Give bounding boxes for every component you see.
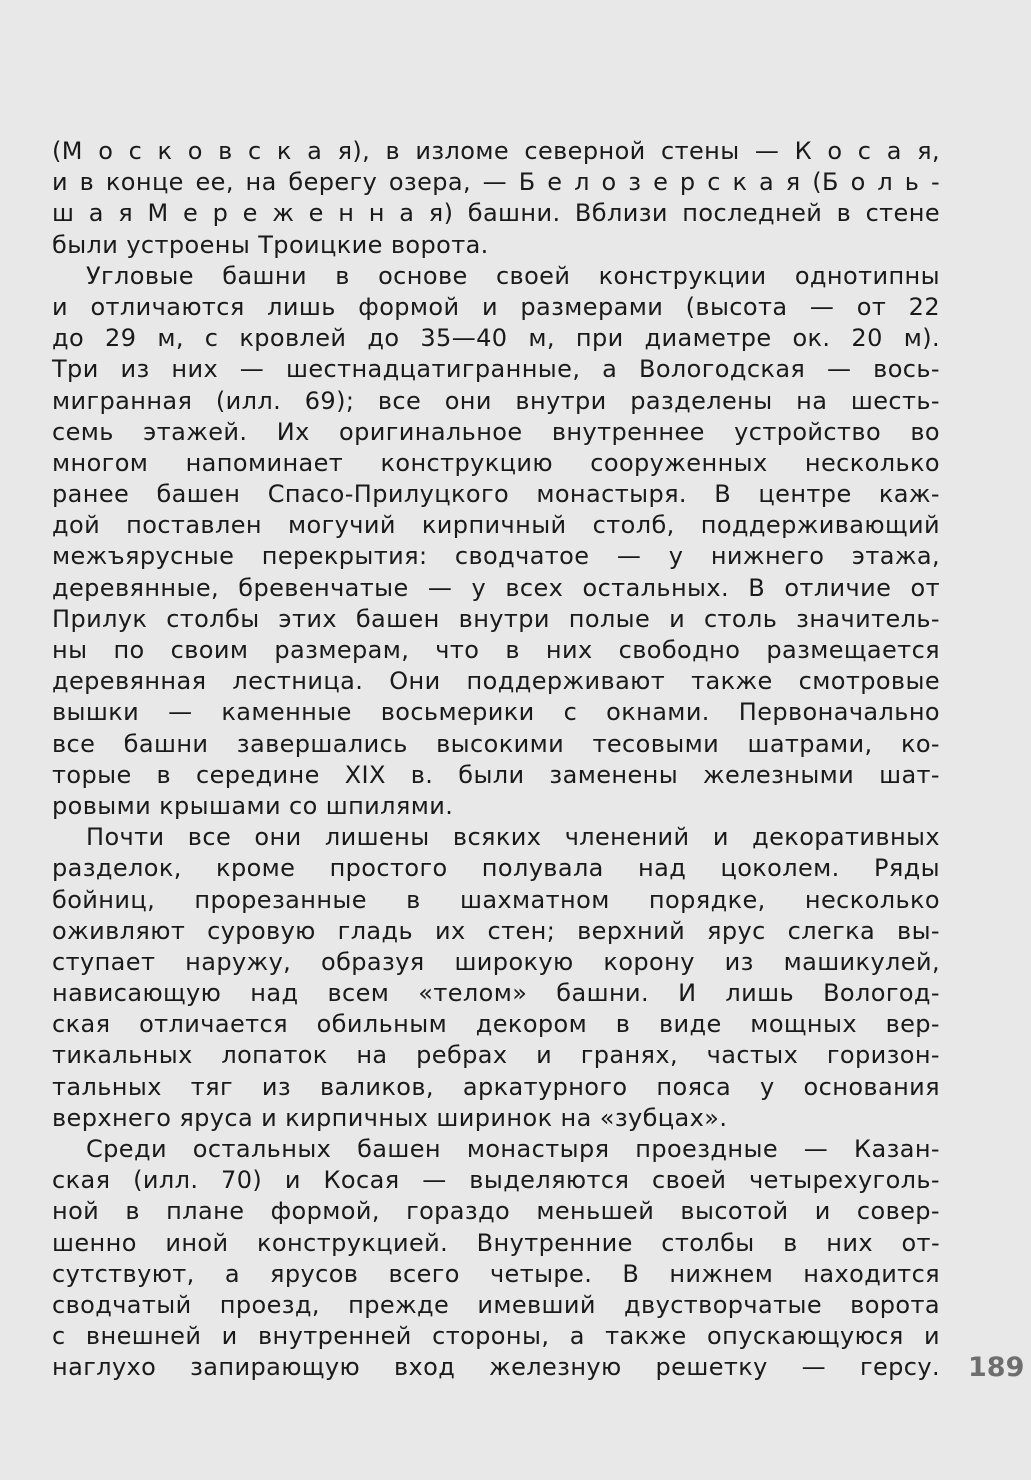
text-line: деревянная лестница. Они поддерживают также смотровые: [52, 667, 940, 696]
body-text: [52, 136, 940, 1384]
text-line: ская отличается обильным декором в виде мощных вер-: [52, 1010, 940, 1039]
text-line: нависающую над всем «телом» башни. И лишь Вологод-: [52, 979, 940, 1008]
text-line: мигранная (илл. 69); все они внутри разделены на шесть-: [52, 386, 940, 415]
text-line: торые в середине XIX в. были заменены железными шат-: [52, 760, 940, 789]
text-line: дой поставлен могучий кирпичный столб, поддерживающий: [52, 511, 940, 540]
text-line: были устроены Троицкие ворота.: [52, 230, 489, 259]
text-line: ровыми крышами со шпилями.: [52, 791, 454, 820]
text-line: ной в плане формой, гораздо меньшей высотой и совер-: [52, 1197, 940, 1226]
text-line: бойниц, прорезанные в шахматном порядке, несколько: [52, 885, 940, 914]
text-line: с внешней и внутренней стороны, а также опускающуюся и: [52, 1322, 940, 1351]
text-line: Прилук столбы этих башен внутри полые и столь значитель-: [52, 604, 940, 633]
text-line: семь этажей. Их оригинальное внутреннее устройство во: [52, 417, 940, 446]
text-line: межъярусные перекрытия: сводчатое — у нижнего этажа,: [52, 542, 940, 571]
text-line: (М о с к о в с к а я), в изломе северной стены — К о с а я,: [52, 137, 940, 165]
text-line: сутствуют, а ярусов всего четыре. В нижнем находится: [52, 1259, 940, 1288]
text-line: ская (илл. 70) и Косая — выделяются своей четырехуголь-: [52, 1166, 940, 1195]
paragraph-first-line: Угловые башни в основе своей конструкции однотипны: [86, 261, 940, 290]
text-line: разделок, кроме простого полувала над цоколем. Ряды: [52, 854, 940, 883]
text-line: ступает наружу, образуя широкую корону из машикулей,: [52, 947, 940, 976]
text-line: и в конце ее, на берегу озера, — Б е л о з е р с к а я (Б о л ь -: [52, 168, 940, 197]
text-line: многом напоминает конструкцию сооруженных несколько: [52, 448, 940, 477]
text-line: верхнего яруса и кирпичных ширинок на «зубцах».: [52, 1103, 728, 1132]
text-line: до 29 м, с кровлей до 35—40 м, при диаметре ок. 20 м).: [52, 324, 940, 353]
text-line: все башни завершались высокими тесовыми шатрами, ко-: [52, 729, 940, 758]
text-line: ны по своим размерам, что в них свободно размещается: [52, 636, 940, 664]
text-line: оживляют суровую гладь их стен; верхний ярус слегка вы-: [52, 916, 940, 945]
text-line: Три из них — шестнадцатигранные, а Вологодская — вось-: [52, 355, 940, 384]
text-line: ш а я М е р е ж е н н а я) башни. Вблизи последней в стене: [52, 199, 940, 228]
text-line: тальных тяг из валиков, аркатурного пояса у основания: [52, 1072, 940, 1101]
text-line: деревянные, бревенчатые — у всех остальных. В отличие от: [52, 573, 940, 602]
text-line: шенно иной конструкцией. Внутренние столбы в них от-: [52, 1228, 940, 1257]
text-line: и отличаются лишь формой и размерами (высота — от 22: [52, 292, 940, 321]
text-line: наглухо запирающую вход железную решетку — герсу.: [52, 1353, 940, 1382]
text-line: вышки — каменные восьмерики с окнами. Первоначально: [52, 698, 940, 727]
page-number: 189: [968, 1352, 1025, 1383]
paragraph-first-line: Почти все они лишены всяких членений и декоративных: [86, 823, 940, 852]
paragraph-first-line: Среди остальных башен монастыря проездные — Казан-: [86, 1135, 940, 1163]
text-line: сводчатый проезд, прежде имевший двустворчатые ворота: [52, 1290, 940, 1319]
text-line: ранее башен Спасо-Прилуцкого монастыря. В центре каж-: [52, 480, 940, 509]
text-line: тикальных лопаток на ребрах и гранях, частых горизон-: [52, 1041, 940, 1070]
